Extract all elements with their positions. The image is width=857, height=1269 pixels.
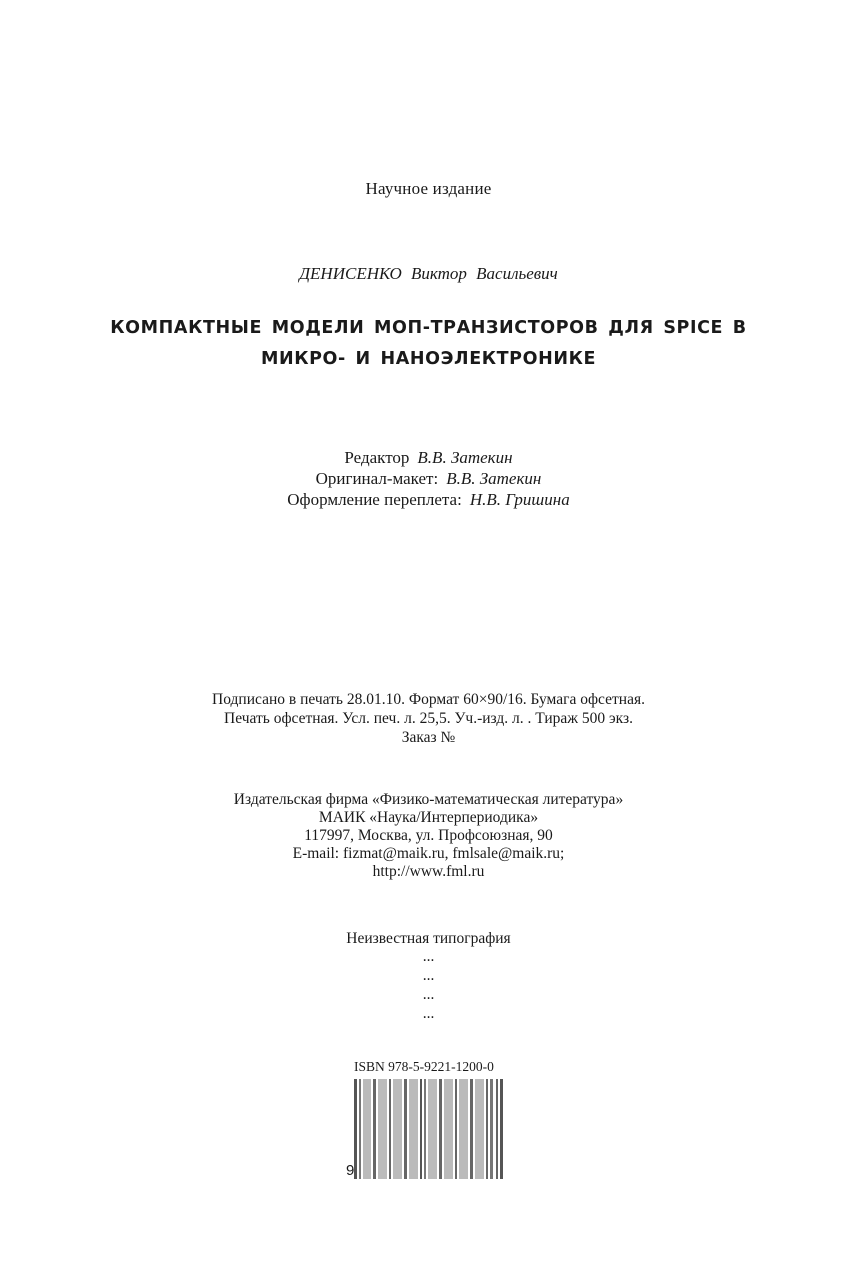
- isbn-barcode: [354, 1079, 504, 1179]
- publisher-website: http://www.fml.ru: [372, 863, 485, 880]
- credit-name: Н.В. Гришина: [469, 490, 570, 509]
- publication-genre: Научное издание: [365, 179, 492, 198]
- imprint-line-1: Подписано в печать 28.01.10. Формат 60×90/16. Бумага офсетная.: [212, 691, 645, 708]
- author-name: ДЕНИСЕНКО Виктор Васильевич: [299, 264, 558, 283]
- credit-role: Оформление переплета:: [287, 490, 462, 509]
- printer-detail-4: ...: [422, 1005, 435, 1022]
- book-title-line-2: МИКРО- И НАНОЭЛЕКТРОНИКЕ: [260, 349, 597, 369]
- credit-editor: [0, 448, 857, 468]
- publisher-line-2: МАИК «Наука/Интерпериодика»: [318, 809, 539, 826]
- barcode-leading-digit: 9: [346, 1162, 355, 1179]
- publisher-line-1: Издательская фирма «Физико-математическая литература»: [233, 791, 624, 808]
- printer-detail-2: ...: [422, 967, 435, 984]
- printer-detail-1: ...: [422, 948, 435, 965]
- credit-name: В.В. Затекин: [417, 448, 513, 467]
- credit-name: В.В. Затекин: [446, 469, 542, 488]
- printer-detail-3: ...: [422, 986, 435, 1003]
- credit-role: Оригинал-макет:: [315, 469, 439, 488]
- credit-layout: [0, 469, 857, 489]
- credit-role: Редактор: [344, 448, 410, 467]
- isbn-number: ISBN 978-5-9221-1200-0: [354, 1059, 494, 1074]
- publisher-address: 117997, Москва, ул. Профсоюзная, 90: [304, 827, 553, 844]
- imprint-line-2: Печать офсетная. Усл. печ. л. 25,5. Уч.-изд. л. . Тираж 500 экз.: [224, 710, 633, 727]
- printer-name: Неизвестная типография: [346, 930, 511, 947]
- credit-cover-design: [0, 490, 857, 510]
- publisher-email: E-mail: fizmat@maik.ru, fmlsale@maik.ru;: [292, 845, 565, 862]
- book-title-line-1: КОМПАКТНЫЕ МОДЕЛИ МОП-ТРАНЗИСТОРОВ ДЛЯ SPICE В: [110, 318, 747, 338]
- imprint-line-3: Заказ №: [401, 729, 456, 746]
